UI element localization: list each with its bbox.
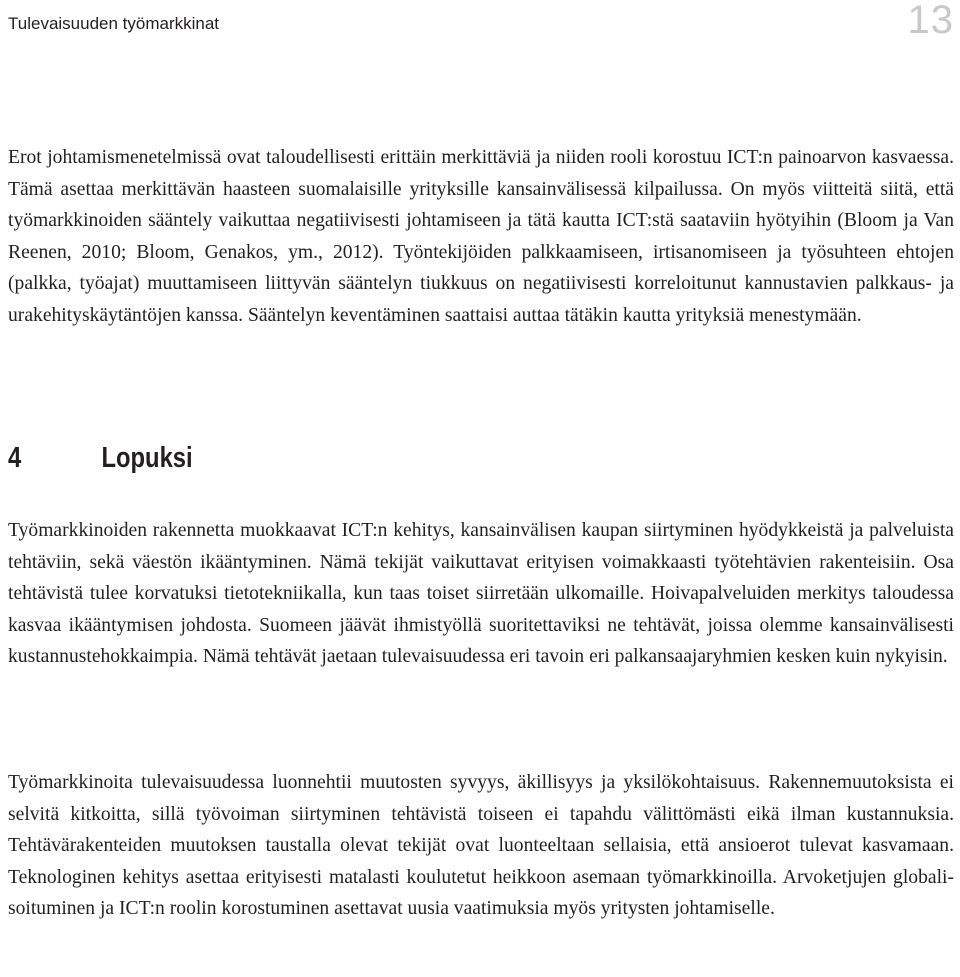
section-paragraph-2: Työmarkkinoita tulevaisuudessa luonnehtii muutosten syvyys, äkillisyys ja yksilökohtaisuus. Rakennemuutoksista ei selvitä kitkoitta, sillä työvoiman siirtyminen tehtävistä toiseen ei tapahdu välittömästi eikä ilman kustannuksia. Tehtävärakenteiden muutoksen taustalla olevat tekijät ovat luonteeltaan sellaisia, että ansioerot tulevat kasvamaan. Teknologinen kehitys asettaa erityisesti matalasti koulutetut heikkoon asemaan työmarkkinoilla. Arvoketjujen globalisoituminen ja ICT:n roolin korostuminen asettavat uusia vaatimuksia myös yritysten johtamiselle. bbox=[8, 772, 954, 920]
running-header-title: Tulevaisuuden työmarkkinat bbox=[8, 14, 220, 33]
intro-paragraph: Erot johtamismenetelmissä ovat taloudellisesti erittäin merkittäviä ja niiden rooli korostuu ICT:n painoarvon kasvaessa. Tämä asettaa merkittävän haasteen suomalaisille yrityksille kansainvälisessä kilpailussa. On myös viitteitä siitä, että työmarkkinoiden sääntely vaikuttaa negatiivisesti johtamiseen ja tätä kautta ICT:stä saataviin hyötyihin (Bloom ja Van Reenen, 2010; Bloom, Genakos, ym., 2012). Työntekijöiden palkkaamiseen, irtisanomiseen ja työsuhteen ehtojen (palkka, työajat) muuttamiseen liittyvän sääntelyn tiukkuus on negatiivisesti korreloitunut kannustavien palkkaus- ja urakehityskäytäntöjen kanssa. Sääntelyn keventäminen saattaisi auttaa tätäkin kautta yrityksiä menestymään. bbox=[8, 147, 954, 326]
section-number: 4 bbox=[8, 442, 22, 474]
section-paragraph-1: Työmarkkinoiden rakennetta muokkaavat ICT:n kehitys, kansainvälisen kaupan siirtyminen hyödykkeistä ja palveluista tehtäviin, sekä väestön ikääntyminen. Nämä tekijät vaikuttavat erityisen voimakkaasti työtehtävien rakenteisiin. Osa tehtävistä tulee korvatuksi tietotekniikalla, kun taas toiset siirretään ulkomaille. Hoivapalveluiden merkitys taloudessa kasvaa ikääntymisen johdosta. Suomeen jäävät ihmistyöllä suoritettaviksi ne tehtävät, joissa olemme kansainvälisesti kustannustehokkaimpia. Nämä tehtävät jaetaan tulevaisuudessa eri tavoin eri palkansaajaryhmien kesken kuin nykyisin. bbox=[8, 520, 954, 668]
section-title: Lopuksi bbox=[101, 442, 193, 474]
page-number: 13 bbox=[907, 0, 954, 42]
section-heading bbox=[8, 442, 193, 475]
